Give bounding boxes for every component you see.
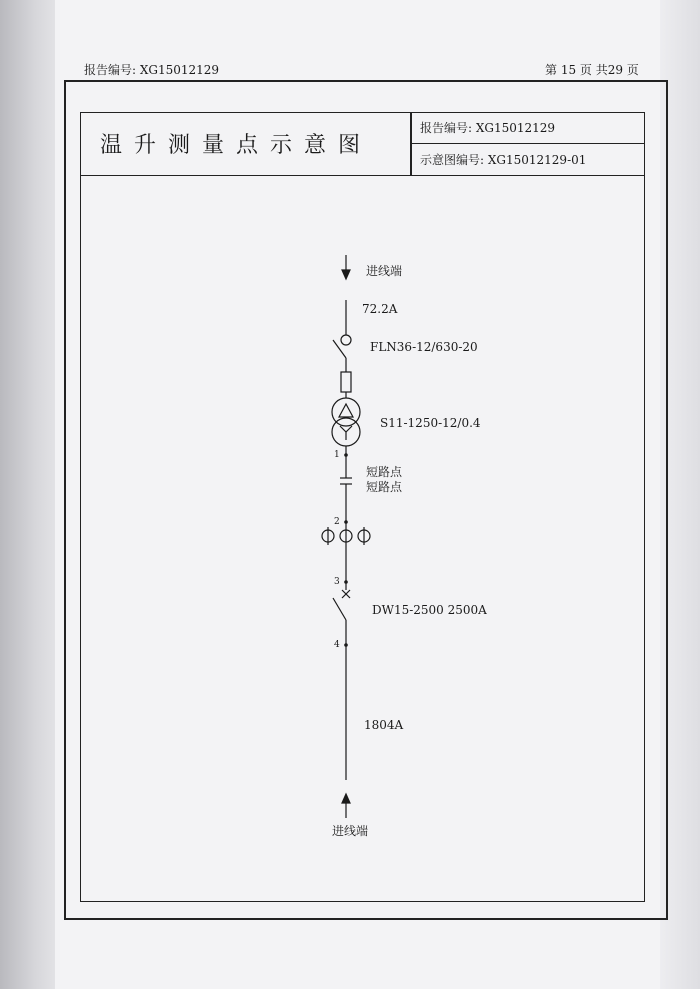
measure-point-1-dot <box>344 453 348 457</box>
fuse-symbol <box>341 372 351 392</box>
header-page-info: 第 15 页 共29 页 <box>545 63 639 77</box>
transformer-wye-left <box>340 426 346 432</box>
top-arrow-head <box>342 270 350 279</box>
measure-point-2-dot <box>344 520 348 524</box>
point-number-1: 1 <box>334 450 340 460</box>
point-number-3: 3 <box>334 577 340 587</box>
current-top-label: 72.2A <box>362 302 398 316</box>
breaker-blade <box>333 598 346 620</box>
transformer-model-label: S11-1250-12/0.4 <box>380 416 481 430</box>
diagram-number: 示意图编号: XG15012129-01 <box>420 153 587 167</box>
current-bottom-label: 1804A <box>364 718 404 732</box>
title-report-number: 报告编号: XG15012129 <box>420 121 556 135</box>
transformer-delta-mark <box>339 404 353 417</box>
point-number-2: 2 <box>334 517 340 527</box>
measure-point-4-dot <box>344 643 348 647</box>
page-title: 温升测量点示意图 <box>100 133 373 158</box>
measure-point-3-dot <box>344 580 348 584</box>
transformer-wye-right <box>346 426 352 432</box>
bottom-arrow-head <box>342 794 350 803</box>
short-circuit-label-1: 短路点 <box>366 465 403 479</box>
point-number-4: 4 <box>334 640 340 650</box>
short-circuit-label-2: 短路点 <box>366 480 403 494</box>
switch-model-label: FLN36-12/630-20 <box>370 340 478 354</box>
top-incoming-label: 进线端 <box>366 264 403 278</box>
bottom-incoming-label: 进线端 <box>332 824 369 838</box>
header-report-number: 报告编号: XG15012129 <box>84 63 220 77</box>
breaker-model-label: DW15-2500 2500A <box>372 603 487 617</box>
switch-contact-circle <box>341 335 351 345</box>
switch-blade <box>333 340 346 358</box>
